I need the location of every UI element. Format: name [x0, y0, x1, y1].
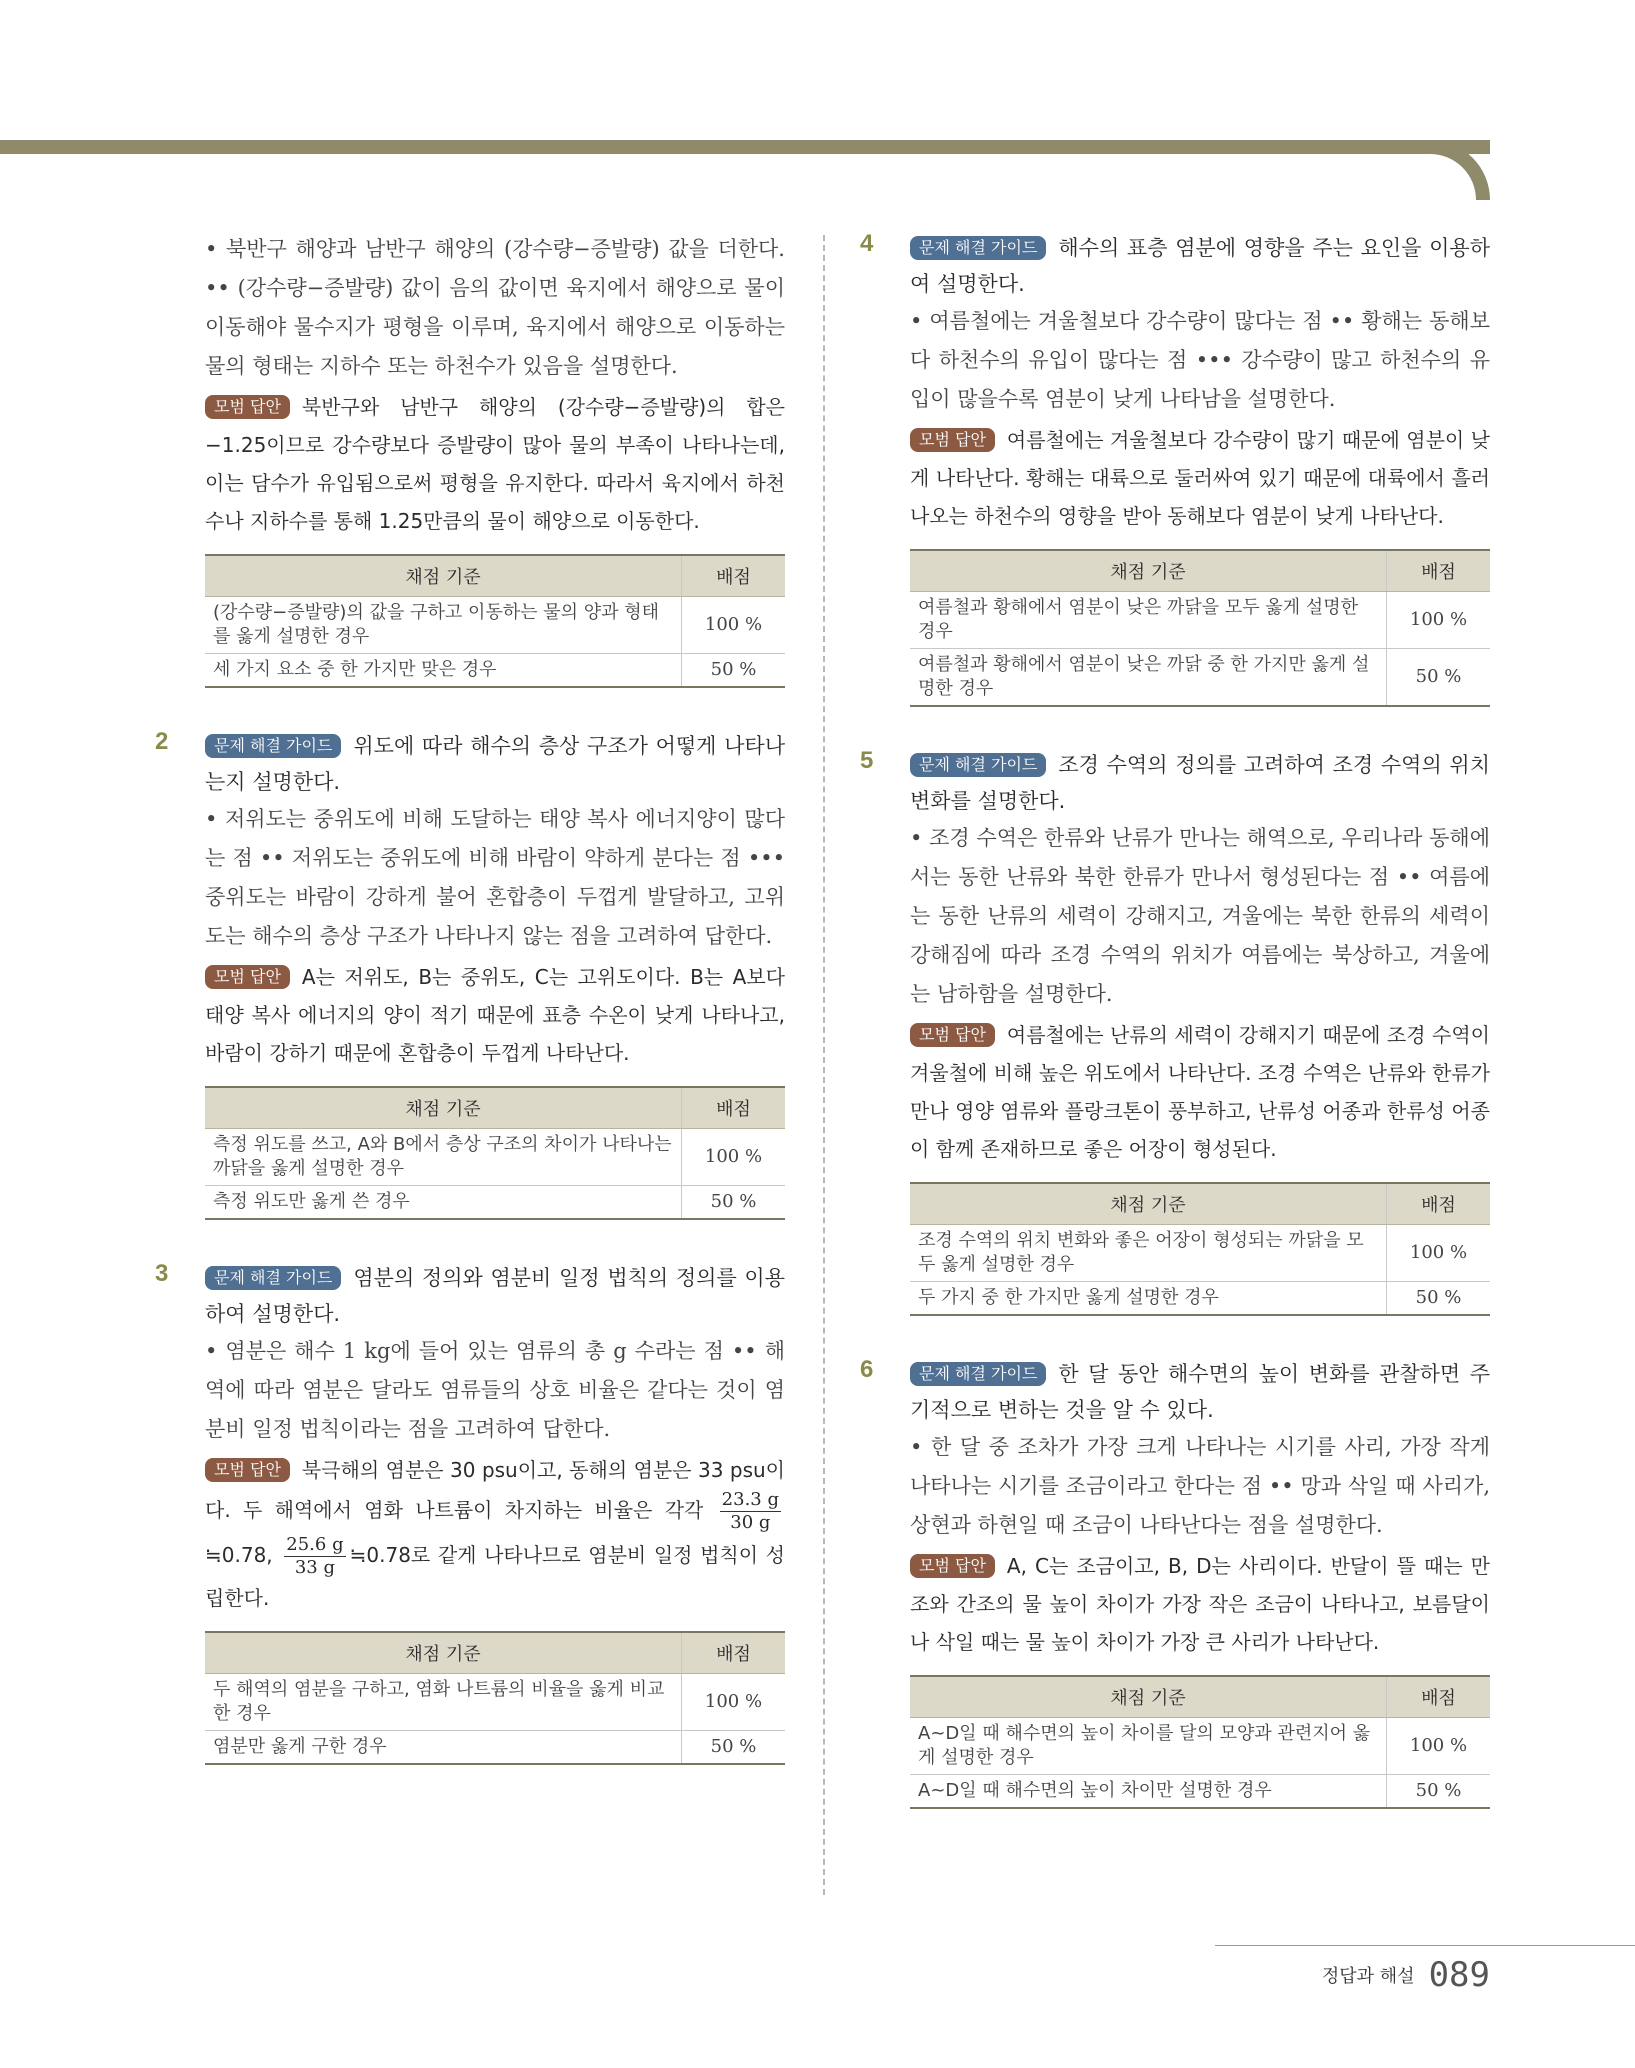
- fraction-denominator: 30 g: [730, 1512, 771, 1533]
- question-number: 5: [860, 747, 874, 774]
- model-answer-text: 여름철에는 난류의 세력이 강해지기 때문에 조경 수역이 겨울철에 비해 높은 위도에서 나타난다. 조경 수역은 난류와 한류가 만나 영양 염류와 플랑크톤이 풍부하고, 난류성 어종과 한류성 어종이 함께 존재하므로 좋은 어장이 형성된다.: [910, 1023, 1490, 1161]
- score-cell: 100 %: [1387, 1225, 1491, 1282]
- scoring-table: [910, 1182, 1490, 1316]
- scoring-table: [910, 1675, 1490, 1809]
- criteria-header: 채점 기준: [205, 555, 682, 597]
- model-answer-badge: 모범 답안: [205, 1458, 290, 1482]
- section-1-continued: [205, 230, 785, 688]
- criteria-cell: 여름철과 황해에서 염분이 낮은 까닭 중 한 가지만 옳게 설명한 경우: [910, 649, 1387, 707]
- criteria-header: 채점 기준: [910, 1676, 1387, 1718]
- question-number: 4: [860, 230, 874, 257]
- guide-text: 한 달 동안 해수면의 높이 변화를 관찰하면 주기적으로 변하는 것을 알 수 있다.: [910, 1362, 1490, 1422]
- question-number: 3: [155, 1260, 169, 1287]
- criteria-cell: 여름철과 황해에서 염분이 낮은 까닭을 모두 옳게 설명한 경우: [910, 592, 1387, 649]
- score-header: 배점: [682, 1087, 786, 1129]
- footer-label: 정답과 해설: [1321, 1966, 1415, 1987]
- criteria-header: 채점 기준: [205, 1087, 682, 1129]
- criteria-cell: 조경 수역의 위치 변화와 좋은 어장이 형성되는 까닭을 모두 옳게 설명한 경우: [910, 1225, 1387, 1282]
- score-cell: 50 %: [1387, 1282, 1491, 1316]
- criteria-cell: 측정 위도를 쓰고, A와 B에서 층상 구조의 차이가 나타나는 까닭을 옳게 설명한 경우: [205, 1129, 682, 1186]
- model-answer-text: A는 저위도, B는 중위도, C는 고위도이다. B는 A보다 태양 복사 에너지의 양이 적기 때문에 표층 수온이 낮게 나타나고, 바람이 강하기 때문에 혼합층이 두껍게 나타난다.: [205, 965, 785, 1065]
- score-cell: 100 %: [1387, 592, 1491, 649]
- section-6: [860, 1356, 1490, 1809]
- right-column: [860, 230, 1490, 1849]
- table-row: [205, 654, 785, 688]
- guide-badge: 문제 해결 가이드: [910, 753, 1046, 777]
- table-row: [205, 597, 785, 654]
- fraction-numerator: 25.6 g: [286, 1534, 344, 1555]
- scoring-table: [205, 1631, 785, 1765]
- score-cell: 50 %: [682, 1186, 786, 1220]
- table-row: [205, 1731, 785, 1765]
- model-answer-badge: 모범 답안: [910, 428, 995, 452]
- model-answer-text: 여름철에는 겨울철보다 강수량이 많기 때문에 염분이 낮게 나타난다. 황해는 대륙으로 둘러싸여 있기 때문에 대륙에서 흘러나오는 하천수의 영향을 받아 동해보다 염분이 낮게 나타난다.: [910, 428, 1490, 528]
- criteria-cell: 염분만 옳게 구한 경우: [205, 1731, 682, 1765]
- model-answer-text: 북반구와 남반구 해양의 (강수량−증발량)의 합은 −1.25이므로 강수량보다 증발량이 많아 물의 부족이 나타나는데, 이는 담수가 유입됨으로써 평형을 유지한다. 따라서 육지에서 하천수나 지하수를 통해 1.25만큼의 물이 해양으로 이동한다.: [205, 395, 785, 533]
- section-4: [860, 230, 1490, 707]
- left-column: [155, 230, 785, 1805]
- criteria-cell: 두 가지 중 한 가지만 옳게 설명한 경우: [910, 1282, 1387, 1316]
- score-cell: 50 %: [1387, 1775, 1491, 1809]
- page-number: 089: [1428, 1955, 1490, 1995]
- section-5: [860, 747, 1490, 1316]
- score-cell: 100 %: [682, 597, 786, 654]
- table-row: [910, 1225, 1490, 1282]
- header-rule: [0, 140, 1490, 154]
- score-cell: 100 %: [682, 1129, 786, 1186]
- criteria-cell: 측정 위도만 옳게 쓴 경우: [205, 1186, 682, 1220]
- score-cell: 50 %: [1387, 649, 1491, 707]
- table-row: [205, 1129, 785, 1186]
- criteria-header: 채점 기준: [910, 550, 1387, 592]
- scoring-table: [910, 549, 1490, 707]
- score-header: 배점: [682, 555, 786, 597]
- score-cell: 50 %: [682, 1731, 786, 1765]
- guide-line: [205, 1260, 785, 1332]
- model-answer-badge: 모범 답안: [205, 965, 290, 989]
- table-row: [910, 592, 1490, 649]
- fraction-denominator: 33 g: [294, 1557, 336, 1578]
- criteria-cell: 두 해역의 염분을 구하고, 염화 나트륨의 비율을 옳게 비교한 경우: [205, 1674, 682, 1731]
- page-footer: [1322, 1955, 1490, 1995]
- guide-badge: 문제 해결 가이드: [910, 236, 1046, 260]
- section-3: [155, 1260, 785, 1765]
- model-answer-text: ≒0.78로 같게 나타나므로 염분비 일정 법칙이 성립한다.: [205, 1543, 785, 1610]
- column-divider: [823, 235, 825, 1895]
- question-number: 2: [155, 728, 169, 755]
- criteria-header: 채점 기준: [205, 1632, 682, 1674]
- model-answer-badge: 모범 답안: [910, 1554, 995, 1578]
- fraction: [720, 1489, 781, 1534]
- guide-text: 염분의 정의와 염분비 일정 법칙의 정의를 이용하여 설명한다.: [205, 1266, 785, 1326]
- guide-text: 해수의 표층 염분에 영향을 주는 요인을 이용하여 설명한다.: [910, 236, 1490, 296]
- table-row: [205, 1186, 785, 1220]
- table-row: [910, 1282, 1490, 1316]
- model-answer: [205, 958, 785, 1072]
- score-header: 배점: [1387, 1676, 1491, 1718]
- model-answer: [910, 1547, 1490, 1661]
- hint-text: • 북반구 해양과 남반구 해양의 (강수량−증발량) 값을 더한다. •• (강수량−증발량) 값이 음의 값이면 육지에서 해양으로 물이 이동해야 물수지가 평형을 이루며, 육지에서 해양으로 이동하는 물의 형태는 지하수 또는 하천수가 있음을 설명한다.: [205, 237, 785, 378]
- model-answer-badge: 모범 답안: [910, 1023, 995, 1047]
- score-header: 배점: [1387, 1183, 1491, 1225]
- model-answer: [910, 421, 1490, 535]
- model-answer-text: 북극해의 염분은 30 psu이고, 동해의 염분은 33 psu이다. 두 해역에서 염화 나트륨이 차지하는 비율은 각각: [205, 1458, 785, 1522]
- table-row: [910, 649, 1490, 707]
- fraction: [284, 1534, 345, 1579]
- footer-rule: [1215, 1945, 1635, 1946]
- criteria-header: 채점 기준: [910, 1183, 1387, 1225]
- guide-badge: 문제 해결 가이드: [910, 1362, 1046, 1386]
- model-answer: [910, 1016, 1490, 1168]
- model-answer: [205, 388, 785, 540]
- guide-text: 위도에 따라 해수의 층상 구조가 어떻게 나타나는지 설명한다.: [205, 734, 785, 794]
- score-header: 배점: [682, 1632, 786, 1674]
- criteria-cell: 세 가지 요소 중 한 가지만 맞은 경우: [205, 654, 682, 688]
- guide-line: [205, 728, 785, 800]
- hint-text: • 저위도는 중위도에 비해 도달하는 태양 복사 에너지양이 많다는 점 •• 저위도는 중위도에 비해 바람이 약하게 분다는 점 ••• 중위도는 바람이 강하게 불어 혼합층이 두껍게 발달하고, 고위도는 해수의 층상 구조가 나타나지 않는 점을 고려하여 답한다.: [205, 807, 785, 948]
- guide-line: [910, 230, 1490, 302]
- hint-text: • 여름철에는 겨울철보다 강수량이 많다는 점 •• 황해는 동해보다 하천수의 유입이 많다는 점 ••• 강수량이 많고 하천수의 유입이 많을수록 염분이 낮게 나타남을 설명한다.: [910, 309, 1490, 411]
- table-row: [910, 1775, 1490, 1809]
- model-answer-badge: 모범 답안: [205, 395, 290, 419]
- guide-line: [910, 747, 1490, 819]
- scoring-table: [205, 1086, 785, 1220]
- score-cell: 100 %: [1387, 1718, 1491, 1775]
- section-2: [155, 728, 785, 1220]
- criteria-cell: (강수량−증발량)의 값을 구하고 이동하는 물의 양과 형태를 옳게 설명한 경우: [205, 597, 682, 654]
- model-answer-text: A, C는 조금이고, B, D는 사리이다. 반달이 뜰 때는 만조와 간조의 물 높이 차이가 가장 작은 조금이 나타나고, 보름달이나 삭일 때는 물 높이 차이가 가장 큰 사리가 나타난다.: [910, 1554, 1490, 1654]
- guide-line: [910, 1356, 1490, 1428]
- fraction-numerator: 23.3 g: [721, 1489, 779, 1510]
- score-cell: 100 %: [682, 1674, 786, 1731]
- hint-text: • 조경 수역은 한류와 난류가 만나는 해역으로, 우리나라 동해에서는 동한 난류와 북한 한류가 만나서 형성된다는 점 •• 여름에는 동한 난류의 세력이 강해지고, 겨울에는 북한 한류의 세력이 강해짐에 따라 조경 수역의 위치가 여름에는 북상하고, 겨울에는 남하함을 설명한다.: [910, 826, 1490, 1006]
- table-row: [910, 1718, 1490, 1775]
- model-answer-text: ≒0.78,: [205, 1543, 273, 1567]
- guide-badge: 문제 해결 가이드: [205, 1266, 341, 1290]
- scoring-table: [205, 554, 785, 688]
- score-header: 배점: [1387, 550, 1491, 592]
- score-cell: 50 %: [682, 654, 786, 688]
- table-row: [205, 1674, 785, 1731]
- criteria-cell: A~D일 때 해수면의 높이 차이를 달의 모양과 관련지어 옳게 설명한 경우: [910, 1718, 1387, 1775]
- criteria-cell: A~D일 때 해수면의 높이 차이만 설명한 경우: [910, 1775, 1387, 1809]
- guide-badge: 문제 해결 가이드: [205, 734, 341, 758]
- question-number: 6: [860, 1356, 874, 1383]
- hint-text: • 염분은 해수 1 kg에 들어 있는 염류의 총 g 수라는 점 •• 해역에 따라 염분은 달라도 염류들의 상호 비율은 같다는 것이 염분비 일정 법칙이라는 점을 고려하여 답한다.: [205, 1339, 785, 1441]
- hint-text: • 한 달 중 조차가 가장 크게 나타나는 시기를 사리, 가장 작게 나타나는 시기를 조금이라고 한다는 점 •• 망과 삭일 때 사리가, 상현과 하현일 때 조금이 나타난다는 점을 설명한다.: [910, 1435, 1490, 1537]
- guide-text: 조경 수역의 정의를 고려하여 조경 수역의 위치 변화를 설명한다.: [910, 753, 1490, 813]
- model-answer: [205, 1451, 785, 1617]
